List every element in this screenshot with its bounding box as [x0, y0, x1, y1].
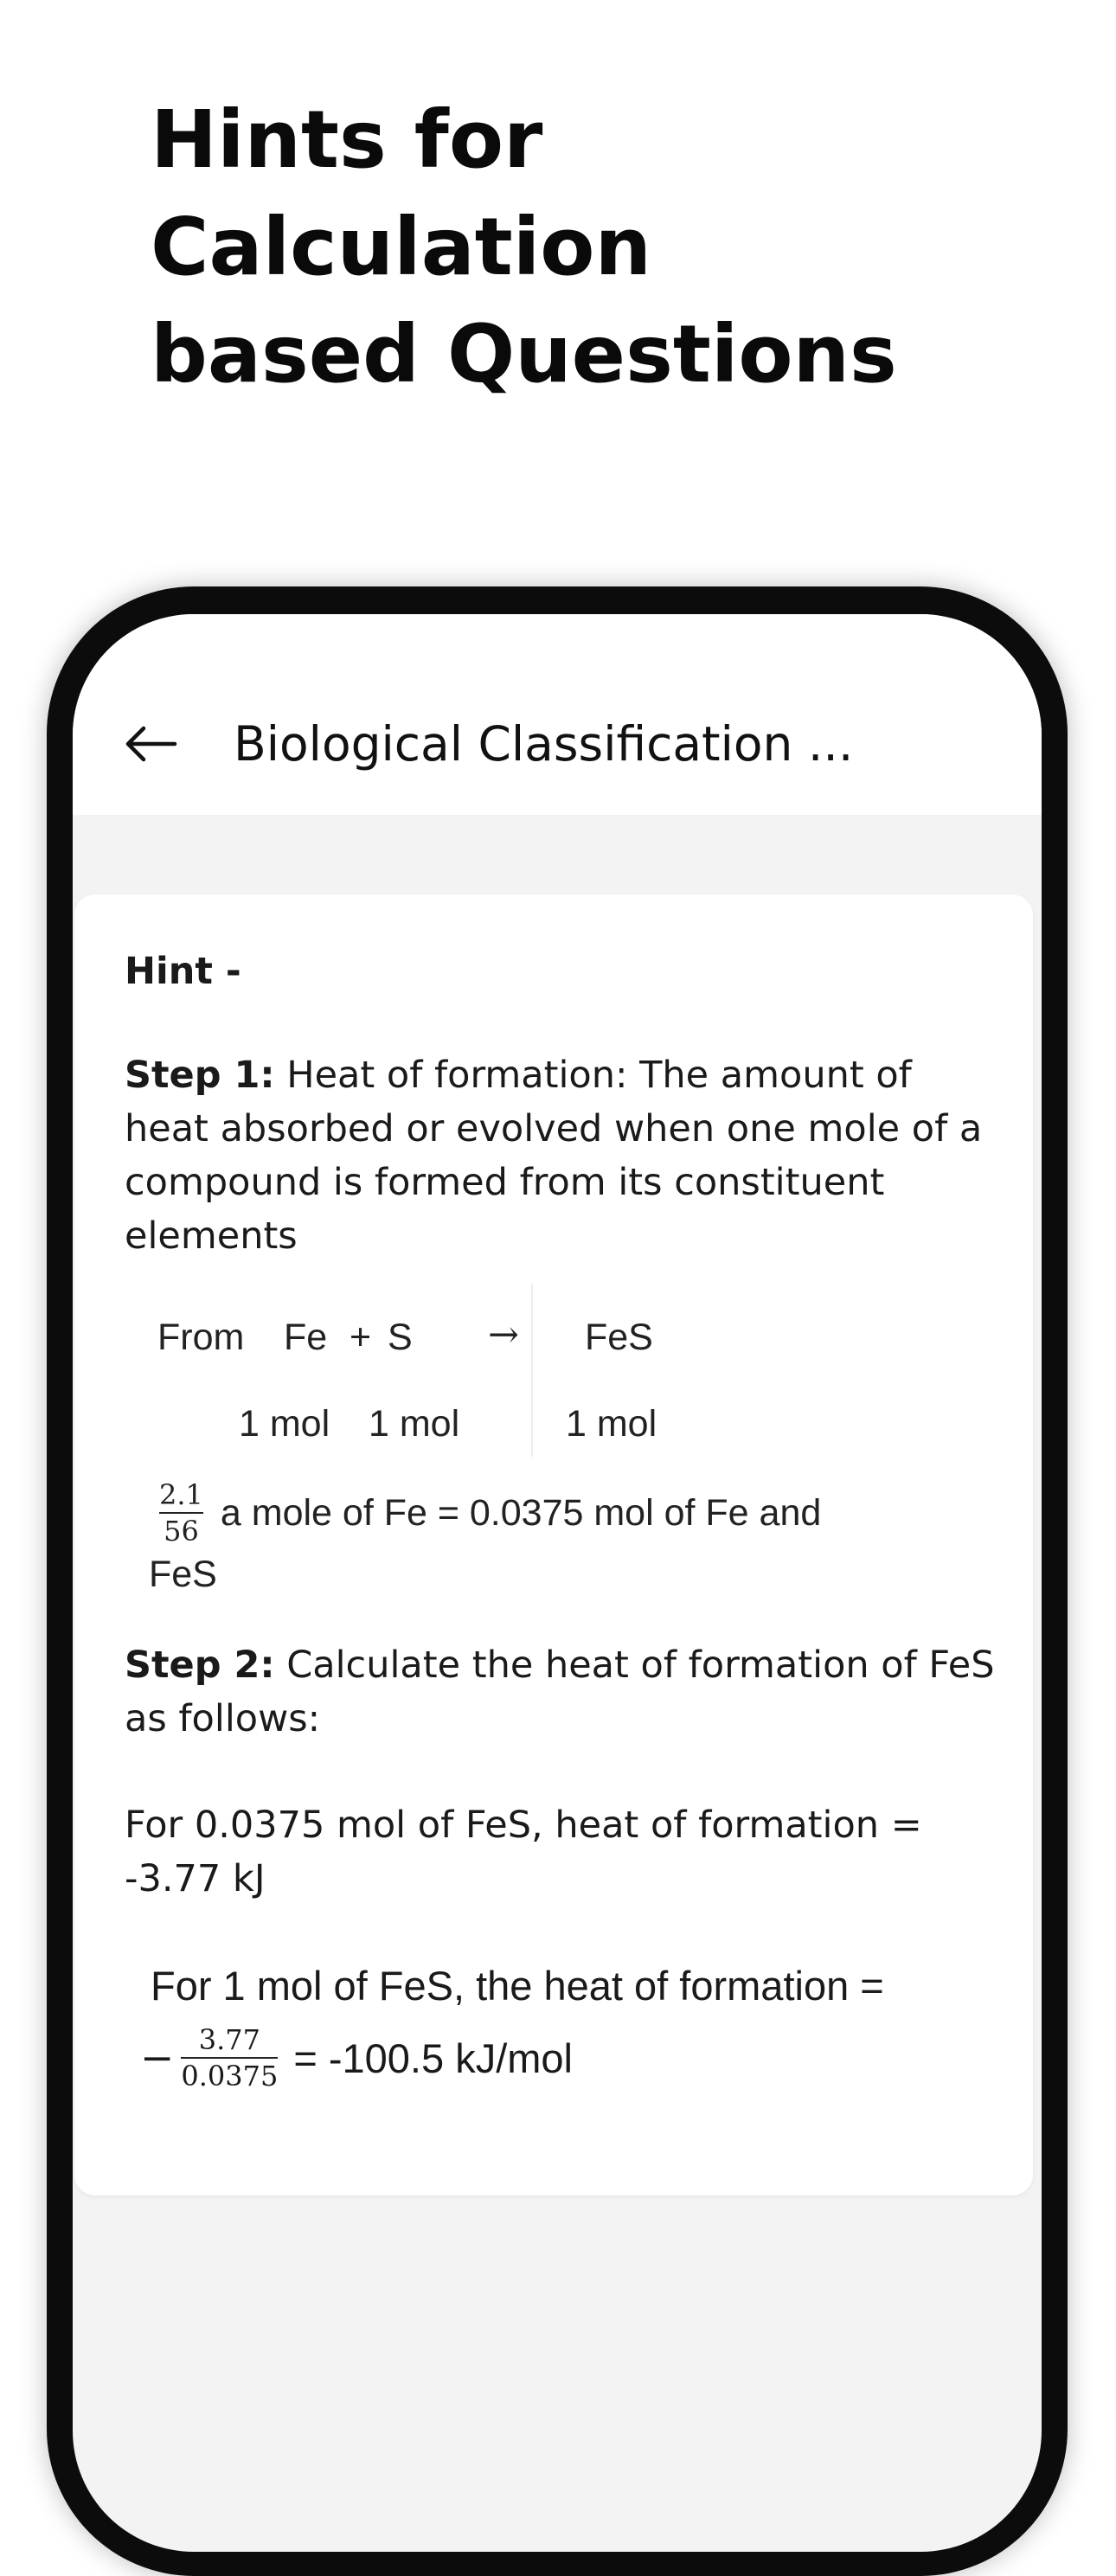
reaction-arrow: →	[488, 1313, 520, 1356]
app-bar	[73, 614, 1042, 815]
mole-fraction	[159, 1479, 203, 1547]
reaction-mol-2: 1 mol	[369, 1403, 460, 1445]
final-calculation-line-2	[140, 2024, 573, 2092]
step-1-label: Step 1:	[125, 1054, 275, 1097]
final-fraction-numerator: 3.77	[198, 2023, 260, 2056]
heat-of-formation-text: For 0.0375 mol of FeS, heat of formation = -3.77 kJ	[125, 1804, 922, 1900]
minus-sign: −	[140, 2034, 175, 2082]
headline	[151, 87, 1016, 408]
mole-calculation	[159, 1479, 821, 1547]
step-2-text: Calculate the heat of formation of FeS as follows:	[125, 1644, 995, 1740]
headline-line-2: Calculation	[151, 201, 651, 293]
reaction-mol-1: 1 mol	[239, 1403, 330, 1445]
step-2-paragraph	[125, 1638, 998, 1746]
mole-calculation-text: a mole of Fe = 0.0375 mol of Fe and	[220, 1491, 822, 1534]
back-button[interactable]	[116, 709, 185, 779]
step-1-paragraph	[125, 1048, 998, 1263]
reaction-reactant-1: Fe	[284, 1317, 328, 1358]
reaction-divider	[531, 1284, 533, 1457]
reaction-mol-3: 1 mol	[566, 1403, 657, 1445]
mole-fraction-denominator: 56	[164, 1515, 199, 1548]
page-title: Biological Classification ...	[234, 716, 854, 772]
phone-frame	[47, 586, 1068, 2576]
headline-line-1: Hints for	[151, 93, 543, 186]
hint-label: Hint -	[125, 950, 241, 993]
step-1-text: Heat of formation: The amount of heat absorbed or evolved when one mole of a compound is formed from its constituent elements	[125, 1054, 983, 1258]
step-2-label: Step 2:	[125, 1644, 275, 1687]
final-fraction-denominator: 0.0375	[181, 2060, 279, 2092]
reaction-product: FeS	[585, 1317, 653, 1358]
reaction-from: From	[157, 1317, 245, 1358]
hint-card	[74, 894, 1033, 2195]
final-calculation-line-1: For 1 mol of FeS, the heat of formation =	[151, 1963, 884, 2009]
reaction-plus: +	[350, 1317, 372, 1358]
final-calculation	[140, 1962, 988, 2152]
fraction-bar	[181, 2057, 278, 2059]
arrow-left-icon	[123, 723, 178, 765]
mole-calculation-continuation: FeS	[149, 1554, 217, 1595]
reaction-reactant-2: S	[388, 1317, 413, 1358]
phone-screen	[73, 614, 1042, 2552]
final-fraction	[181, 2024, 278, 2092]
mole-fraction-numerator: 2.1	[159, 1478, 203, 1511]
headline-line-3: based Questions	[151, 308, 897, 400]
fraction-bar	[159, 1512, 203, 1514]
final-result: = -100.5 kJ/mol	[293, 2035, 573, 2081]
